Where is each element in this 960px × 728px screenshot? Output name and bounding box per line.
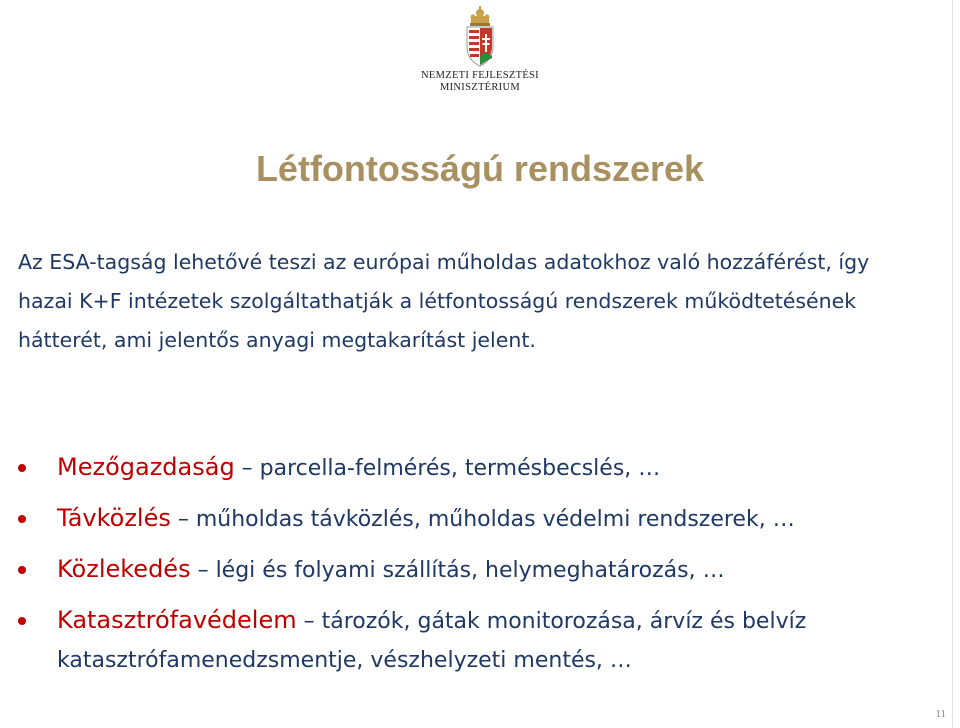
bullet-term: Közlekedés <box>57 555 191 583</box>
bullet-list <box>18 448 938 691</box>
intro-paragraph: Az ESA-tagság lehetővé teszi az európai műholdas adatokhoz való hozzáférést, így hazai K+F intézetek szolgáltathatják a létfontosságú rendszerek működtetésének hátterét, ami jelentős anyagi megtakarítást jelent. <box>18 250 870 352</box>
ministry-logo <box>420 6 540 98</box>
bullet-icon <box>18 464 26 472</box>
bullet-term: Távközlés <box>57 504 171 532</box>
bullet-item <box>18 550 938 590</box>
right-divider <box>952 0 953 728</box>
bullet-item <box>18 448 938 488</box>
bullet-text: – tározók, gátak monitorozása, árvíz és belvíz katasztrófamenedzsmentje, vészhelyzeti mentés, … <box>57 609 807 673</box>
bullet-text: – műholdas távközlés, műholdas védelmi rendszerek, … <box>170 507 795 532</box>
ministry-name-line2: MINISZTÉRIUM <box>439 82 520 93</box>
bullet-icon <box>18 617 26 625</box>
page-number: 11 <box>935 708 946 720</box>
bullet-term: Katasztrófavédelem <box>57 606 297 634</box>
bullet-text: – légi és folyami szállítás, helymeghatározás, … <box>190 558 725 583</box>
ministry-name-line1: NEMZETI FEJLESZTÉSI <box>421 70 539 81</box>
coat-of-arms-icon <box>462 6 498 68</box>
bullet-icon <box>18 515 26 523</box>
bullet-term: Mezőgazdaság <box>57 453 235 481</box>
bullet-item <box>18 499 938 539</box>
bullet-text: – parcella-felmérés, termésbecslés, … <box>234 456 661 481</box>
bullet-item <box>18 601 938 680</box>
slide-title: Létfontosságú rendszerek <box>255 148 705 189</box>
ministry-name <box>420 70 540 94</box>
bullet-icon <box>18 566 26 574</box>
